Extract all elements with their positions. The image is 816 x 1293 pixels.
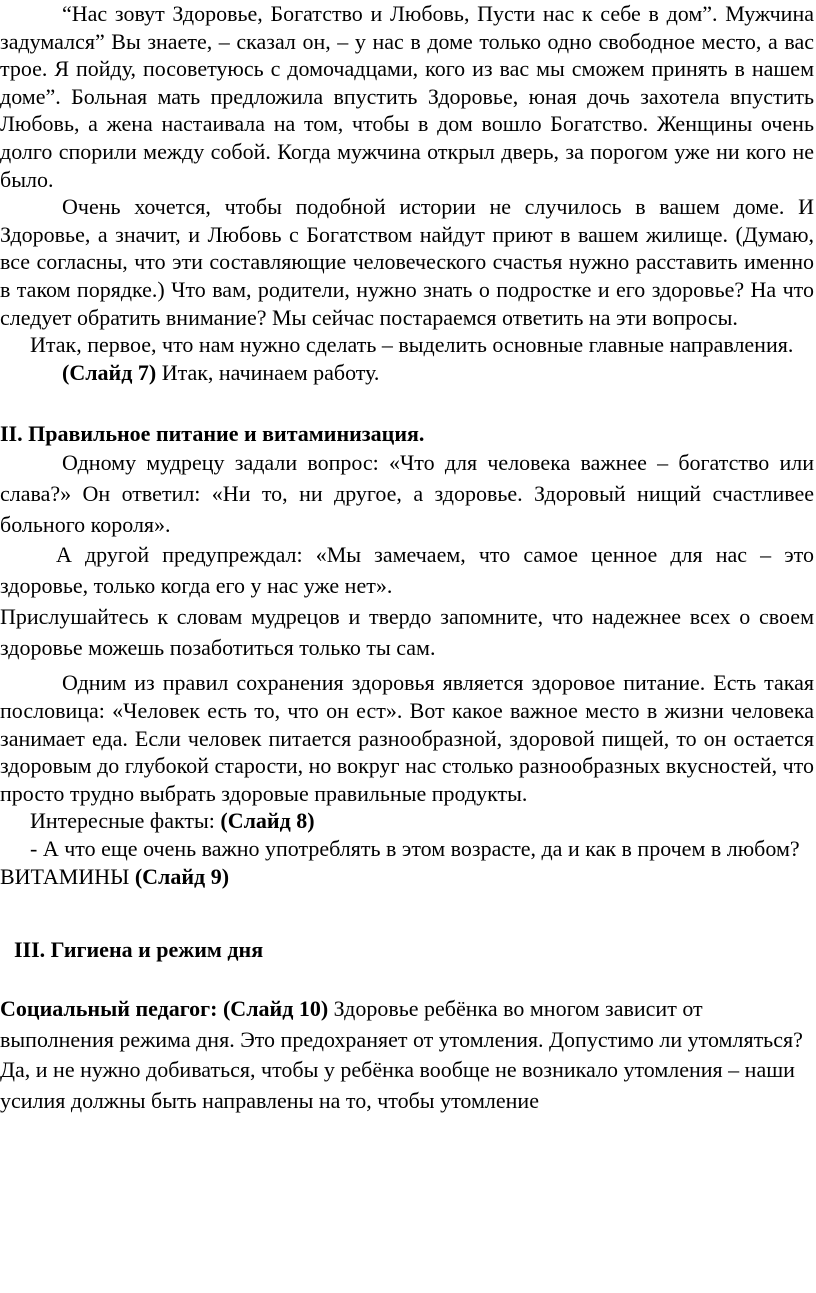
slide-7-text: Итак, начинаем работу. — [156, 359, 380, 385]
paragraph-health-wish: Очень хочется, чтобы подобной истории не случилось в вашем доме. И Здоровье, а значит, и Любовь с Богатством найдут приют в вашем жилище. (Думаю, все согласны, что эти составляющие человеческого счастья нужно расставить именно в таком порядке.) Что вам, родители, нужно знать о подростке и его здоровье? На что следует обратить внимание? Мы сейчас постараемся ответить на эти вопросы. — [0, 194, 814, 330]
paragraph-slide-7 — [0, 359, 814, 387]
section-2-title: . Правильное питание и витаминизация. — [17, 421, 425, 447]
paragraph-healthy-eating: Одним из правил сохранения здоровья является здоровое питание. Есть такая пословица: «Человек есть то, что он ест». Вот какое важное место в жизни человека занимает еда. Если человек питается разнообразной, здоровой пищей, то он остается здоровым до глубокой старости, но вокруг нас столько разнообразных вкусностей, что просто трудно выбрать здоровые правильные продукты. — [0, 670, 814, 806]
paragraph-sage-warning: А другой предупреждал: «Мы замечаем, что самое ценное для нас – это здоровье, только когда его у нас уже нет». — [0, 542, 814, 599]
section-2-heading — [0, 420, 814, 448]
daily-routine-text: Здоровье ребёнка во многом зависит от выполнения режима дня. Это предохраняет от утомления. Допустимо ли утомляться? Да, и не нужно добиваться, чтобы у ребёнка вообще не возникало утомления – наши усилия должны быть направлены на то, чтобы утомление — [0, 995, 803, 1114]
paragraph-vitamins-question: - А что еще очень важно употреблять в этом возрасте, да и как в прочем в любом? — [30, 836, 800, 862]
slide-7-reference: (Слайд 7) — [62, 359, 157, 385]
paragraph-listen-sages: Прислушайтесь к словам мудрецов и твердо запомните, что надежнее всех о своем здоровье можешь позаботиться только ты сам. — [0, 603, 814, 660]
paragraph-first-step: Итак, первое, что нам нужно сделать – выделить основные главные направления. — [30, 332, 794, 358]
section-2-number: II — [0, 421, 18, 447]
section-3-heading: III. Гигиена и режим дня — [14, 937, 264, 963]
slide-9-reference: (Слайд 9) — [134, 863, 230, 889]
social-pedagogue-slide-10: Социальный педагог: (Слайд 10) — [0, 995, 329, 1021]
paragraph-story-ending: “Нас зовут Здоровье, Богатство и Любовь, Пусти нас к себе в дом”. Мужчина задумался” Вы знаете, – сказал он, – у нас в доме только одно свободное место, а вас трое. Я пойду, посоветуюсь с домочадцами, кого из вас мы сможем принять в нашем доме”. Больная мать предложила впустить Здоровье, юная дочь захотела впустить Любовь, а жена настаивала на том, чтобы в дом вошло Богатство. Женщины очень долго спорили между собой. Когда мужчина открыл дверь, за порогом уже ни кого не было. — [0, 1, 814, 192]
interesting-facts-text: Интересные факты: — [30, 808, 221, 834]
paragraph-sage-question: Одному мудрецу задали вопрос: «Что для человека важнее – богатство или слава?» Он ответил: «Ни то, ни другое, а здоровье. Здоровый нищий счастливее больного короля». — [0, 449, 814, 537]
vitamins-text: ВИТАМИНЫ — [0, 863, 135, 889]
paragraph-vitamins — [0, 863, 814, 891]
paragraph-interesting-facts — [0, 807, 814, 835]
paragraph-daily-routine — [0, 994, 814, 1117]
slide-8-reference: (Слайд 8) — [220, 808, 315, 834]
